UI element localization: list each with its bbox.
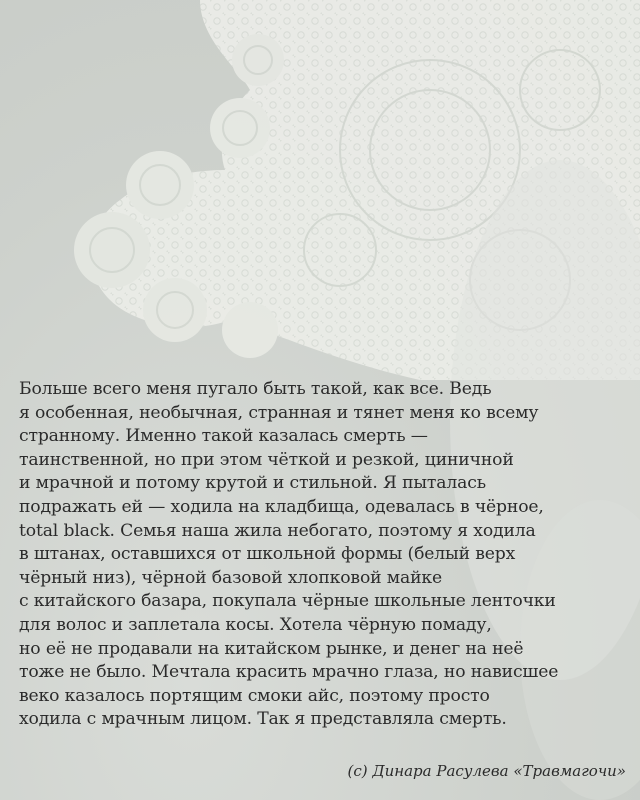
- text-line: с китайского базара, покупала чёрные школьные ленточки: [19, 591, 556, 612]
- text-line: таинственной, но при этом чёткой и резкой, циничной: [19, 449, 514, 470]
- text-line: тоже не было. Мечтала красить мрачно глаза, но нависшее: [19, 662, 559, 683]
- story-text: [19, 378, 619, 732]
- text-line: веко казалось портящим смоки айс, поэтому просто: [19, 685, 490, 706]
- text-line: странному. Именно такой казалась смерть —: [19, 426, 428, 447]
- text-line: чёрный низ), чёрной базовой хлопковой майке: [19, 567, 443, 588]
- text-line: ходила с мрачным лицом. Так я представляла смерть.: [19, 709, 507, 730]
- text-line: в штанах, оставшихся от школьной формы (белый верх: [19, 544, 516, 565]
- text-line: Больше всего меня пугало быть такой, как все. Ведь: [19, 379, 492, 399]
- author-credit: (с) Динара Расулева «Травмагочи»: [347, 762, 626, 780]
- text-line: я особенная, необычная, странная и тянет меня ко всему: [19, 402, 539, 423]
- text-line: и мрачной и потому крутой и стильной. Я пыталась: [19, 473, 486, 494]
- text-line: но её не продавали на китайском рынке, и денег на неё: [19, 638, 524, 659]
- text-line: подражать ей — ходила на кладбища, одевалась в чёрное,: [19, 496, 544, 517]
- text-line: total black. Семья наша жила небогато, поэтому я ходила: [19, 520, 536, 541]
- text-line: для волос и заплетала косы. Хотела чёрную помаду,: [19, 614, 492, 635]
